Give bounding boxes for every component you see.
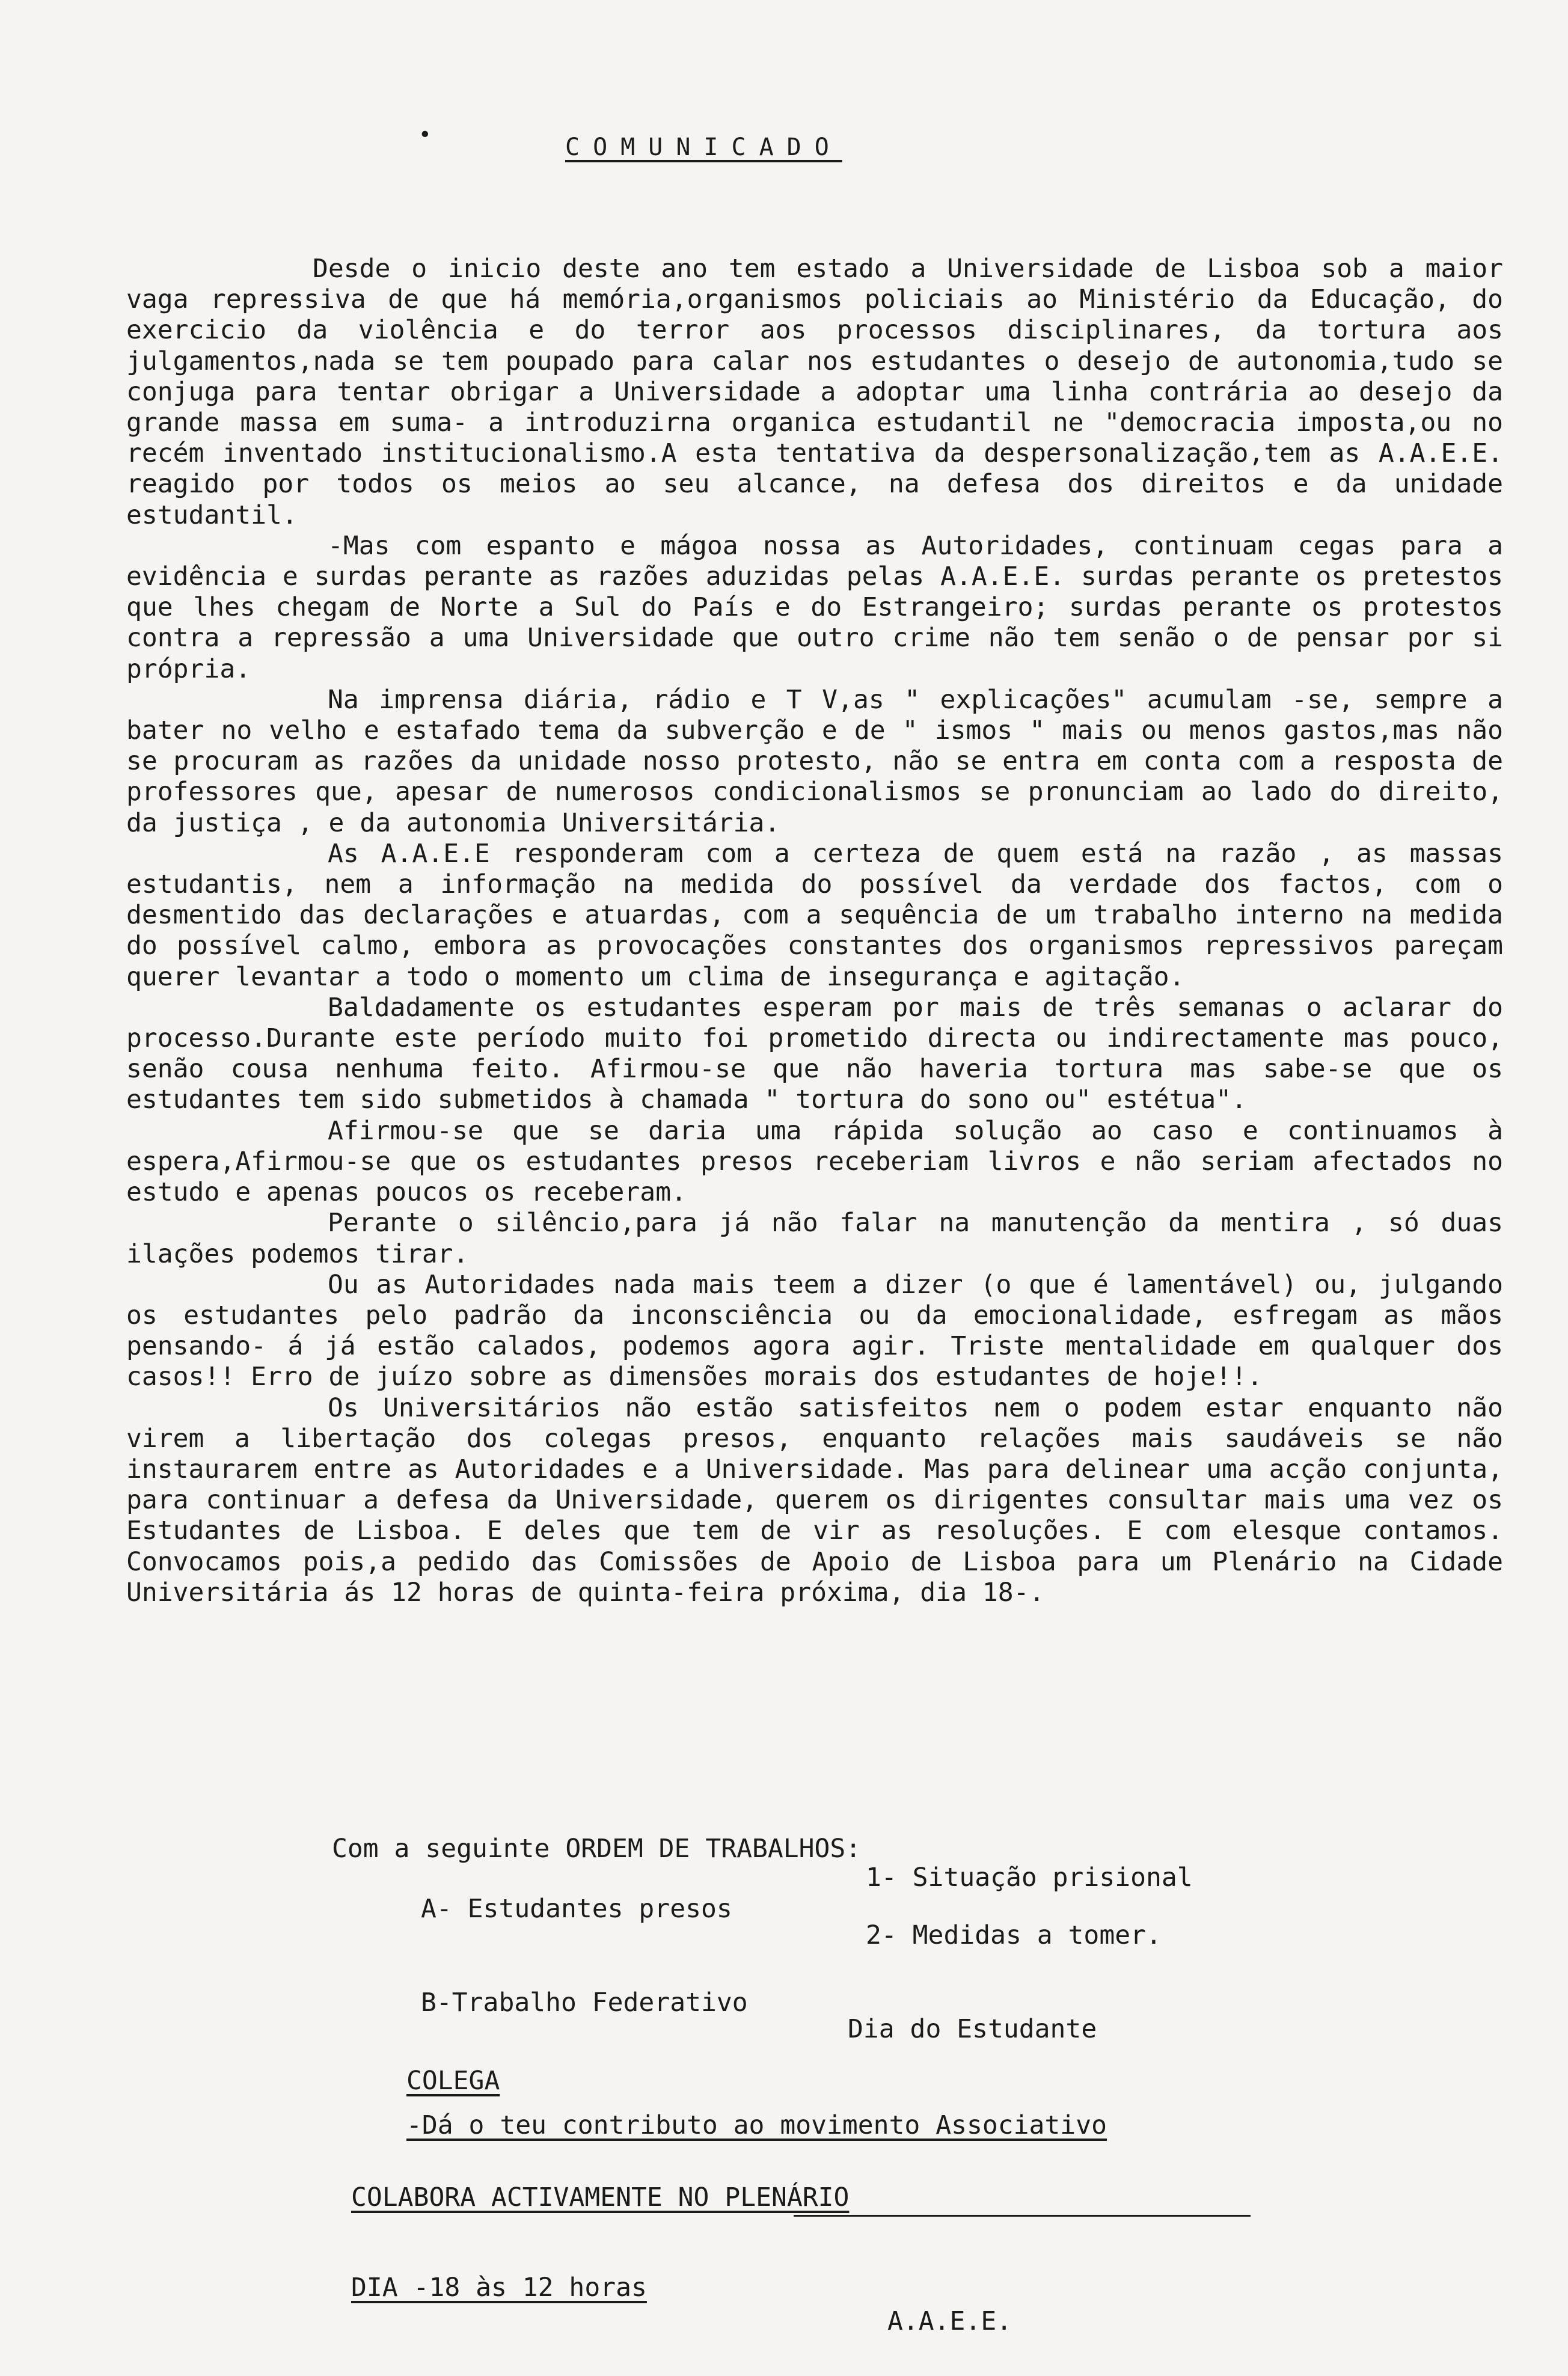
paragraph-9: Os Universitários não estão satisfeitos nem o podem estar enquanto não virem a libertação dos colegas presos, enquanto relações mais saudáveis se não instaurarem entre as Autoridades e a Universidade. Mas para delinear uma acção conjunta, para continuar a defesa da Universidade, querem os dirigentes consultar mais uma vez os Estudantes de Lisboa. E deles que tem de vir as resoluções. E com elesque contamos. Convocamos pois,a pedido das Comissões de Apoio de Lisboa para um Plenário na Cidade Universitária ás 12 horas de quinta-feira próxima, dia 18-. — [126, 1392, 1503, 1608]
paragraph-4: As A.A.E.E responderam com a certeza de quem está na razão , as massas estudantis, nem a informação na medida do possível da verdade dos factos, com o desmentido das declarações e atuardas, com a sequência de um trabalho interno na medida do possível calmo, embora as provocações constantes dos organismos repressivos pareçam querer levantar a todo o momento um clima de insegurança e agitação. — [126, 838, 1503, 992]
appeal-contribute: -Dá o teu contributo ao movimento Associativo — [406, 2110, 1107, 2140]
agenda-intro: Com a seguinte ORDEM DE TRABALHOS: — [332, 1834, 862, 1864]
paragraph-2: -Mas com espanto e mágoa nossa as Autoridades, continuam cegas para a evidência e surdas perante as razões aduzidas pelas A.A.E.E. surdas perante os pretestos que lhes chegam de Norte a Sul do País e do Estrangeiro; surdas perante os protestos contra a repressão a uma Universidade que outro crime não tem senão o de pensar por si própria. — [126, 530, 1503, 684]
signature: A.A.E.E. — [887, 2306, 1012, 2336]
paragraph-3: Na imprensa diária, rádio e T V,as " explicações" acumulam -se, sempre a bater no velho e estafado tema da subverção e de " ismos " mais ou menos gastos,mas não se procuram as razões da unidade nosso protesto, não se entra em conta com a resposta de professores que, apesar de numerosos condicionalismos se pronunciam ao lado do direito, da justiça , e da autonomia Universitária. — [126, 684, 1503, 838]
agenda-item-b: B-Trabalho Federativo — [421, 1988, 748, 2018]
appeal-date: DIA -18 às 12 horas — [351, 2273, 647, 2303]
paragraph-5: Baldadamente os estudantes esperam por mais de três semanas o aclarar do processo.Durante este período muito foi prometido directa ou indirectamente mas pouco, senão cousa nenhuma feito. Afirmou-se que não haveria tortura mas sabe-se que os estudantes tem sido submetidos à chamada " tortura do sono ou" estétua". — [126, 992, 1503, 1115]
document-title: COMUNICADO — [565, 133, 842, 161]
appeal-collaborate: COLABORA ACTIVAMENTE NO PLENÁRIO — [351, 2182, 850, 2212]
document-body — [126, 254, 1503, 1608]
appeal-colega: COLEGA — [406, 2066, 500, 2096]
paragraph-6: Afirmou-se que se daria uma rápida solução ao caso e continuamos à espera,Afirmou-se que os estudantes presos receberiam livros e não seriam afectados no estudo e apenas poucos os receberam. — [126, 1115, 1503, 1208]
paragraph-8: Ou as Autoridades nada mais teem a dizer (o que é lamentável) ou, julgando os estudantes pelo padrão da inconsciência ou da emocionalidade, esfregam as mãos pensando- á já estão calados, podemos agora agir. Triste mentalidade em qualquer dos casos!! Erro de juízo sobre as dimensões morais dos estudantes de hoje!!. — [126, 1269, 1503, 1392]
agenda-item-b-sub: Dia do Estudante — [848, 2014, 1097, 2044]
ink-mark: • — [418, 123, 432, 147]
agenda-item-a: A- Estudantes presos — [421, 1894, 732, 1924]
agenda-sub-1: 1- Situação prisional — [866, 1863, 1193, 1893]
agenda-sub-2: 2- Medidas a tomer. — [866, 1920, 1162, 1950]
paragraph-7: Perante o silêncio,para já não falar na manutenção da mentira , só duas ilações podemos tirar. — [126, 1208, 1503, 1269]
underline-extension — [794, 2215, 1251, 2217]
paragraph-1: Desde o inicio deste ano tem estado a Universidade de Lisboa sob a maior vaga repressiva de que há memória,organismos policiais ao Ministério da Educação, do exercicio da violência e do terror aos processos disciplinares, da tortura aos julgamentos,nada se tem poupado para calar nos estudantes o desejo de autonomia,tudo se conjuga para tentar obrigar a Universidade a adoptar uma linha contrária ao desejo da grande massa em suma- a introduzirna organica estudantil ne "democracia imposta,ou no recém inventado institucionalismo.A esta tentativa da despersonalização,tem as A.A.E.E. reagido por todos os meios ao seu alcance, na defesa dos direitos e da unidade estudantil. — [126, 254, 1503, 530]
